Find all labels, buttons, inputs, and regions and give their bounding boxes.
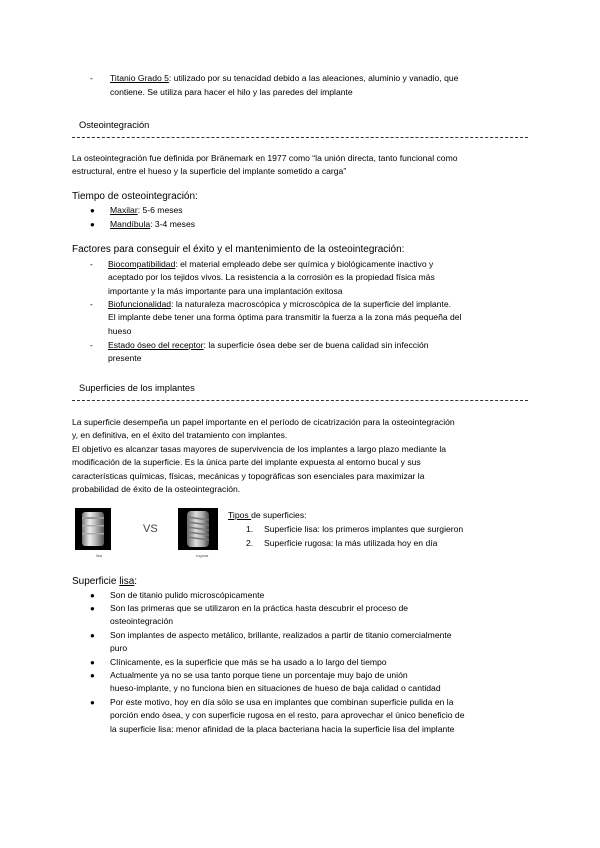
bullet-dot: ● bbox=[90, 220, 95, 229]
osteo-heading: Osteointegración bbox=[79, 120, 150, 130]
factores-title: Factores para conseguir el éxito y el mantenimiento de la osteointegración: bbox=[72, 244, 405, 255]
tipos-item: Superficie lisa: los primeros implantes que surgieron bbox=[264, 524, 464, 534]
titanio-term: Titanio Grado 5 bbox=[110, 73, 169, 83]
titanio-bullet: - bbox=[90, 73, 93, 83]
smooth-implant-image bbox=[75, 508, 111, 550]
factor-bullet: - bbox=[90, 259, 93, 269]
factor-bullet: - bbox=[90, 299, 93, 309]
bullet-dot: ● bbox=[90, 631, 95, 640]
tiempo-item: Maxilar: 5-6 meses bbox=[110, 205, 183, 215]
tiempo-title: Tiempo de osteointegración: bbox=[72, 191, 198, 202]
factor-item: Biofuncionalidad: la naturaleza macroscópica y microscópica de la superficie del implante. El implante debe tener una forma óptima para transmitir la fuerza a la zona más pequeña del hueso bbox=[108, 299, 462, 336]
bullet-dot: ● bbox=[90, 591, 95, 600]
tipos-item: Superficie rugosa: la más utilizada hoy en día bbox=[264, 538, 438, 548]
lisa-item: Son implantes de aspecto metálico, brillante, realizados a partir de titanio comercialmente puro bbox=[110, 630, 452, 654]
bullet-dot: ● bbox=[90, 658, 95, 667]
tipos-number: 1. bbox=[246, 524, 254, 534]
lisa-title: Superficie lisa: bbox=[72, 576, 138, 587]
titanio-line1: Titanio Grado 5: utilizado por su tenacidad debido a las aleaciones, aluminio y vanadio, que bbox=[110, 73, 459, 83]
superficies-heading: Superficies de los implantes bbox=[79, 383, 195, 393]
lisa-item: Por este motivo, hoy en día sólo se usa en implantes que combinan superficie pulida en la porción endo ósea, y con superficie rugosa en el resto, para aprovechar el único beneficio de la superficie lisa: menor afinidad de la placa bacteriana hacia la superficie lisa del implante bbox=[110, 697, 465, 734]
rough-implant-image bbox=[178, 508, 218, 550]
rough-implant-icon bbox=[178, 508, 218, 550]
superficies-divider bbox=[72, 400, 528, 401]
tiempo-item: Mandíbula: 3-4 meses bbox=[110, 219, 196, 229]
bullet-dot: ● bbox=[90, 604, 95, 613]
vs-text: VS bbox=[143, 523, 158, 535]
smooth-implant-icon bbox=[75, 508, 111, 550]
lisa-item: Son de titanio pulido microscópicamente bbox=[110, 590, 265, 600]
superficies-paragraph: La superficie desempeña un papel importante en el período de cicatrización para la osteointegración y, en definitiva, en el éxito del tratamiento con implantes. El objetivo es alcanzar tasas mayores de supervivencia de los implantes a largo plazo mediante la modificación de la superficie. Es la única parte del implante expuesta al entorno bucal y sus características químicas, físicas, mecánicas y topográficas son esenciales para maximizar la probabilidad de éxito de la osteointegración. bbox=[72, 417, 455, 495]
bullet-dot: ● bbox=[90, 206, 95, 215]
bullet-dot: ● bbox=[90, 698, 95, 707]
factor-bullet: - bbox=[90, 340, 93, 350]
osteo-definition-line2: estructural, entre el hueso y la superficie del implante sometido a carga” bbox=[72, 166, 347, 176]
lisa-item: Son las primeras que se utilizaron en la práctica hasta descubrir el proceso de osteointegración bbox=[110, 603, 409, 627]
lisa-item: Actualmente ya no se usa tanto porque tiene un porcentaje muy bajo de unión hueso-implante, y no funciona bien en situaciones de hueso de baja calidad o cantidad bbox=[110, 670, 441, 694]
osteo-definition-line1: La osteointegración fue definida por Bränemark en 1977 como “la unión directa, tanto funcional como bbox=[72, 153, 458, 163]
factor-item: Estado óseo del receptor: la superficie ósea debe ser de buena calidad sin infección presente bbox=[108, 340, 429, 364]
smooth-implant-label: lisa bbox=[96, 553, 103, 558]
titanio-line2: contiene. Se utiliza para hacer el hilo y las paredes del implante bbox=[110, 87, 353, 97]
factor-item: Biocompatibilidad: el material empleado debe ser química y biológicamente inactivo y aceptado por los tejidos vivos. La resistencia a la corrosión es la propiedad física más importante y la más importante para una implantación exitosa bbox=[108, 259, 435, 296]
rough-implant-label: rugosa bbox=[196, 553, 209, 558]
tipos-number: 2. bbox=[246, 538, 254, 548]
osteo-divider bbox=[72, 137, 528, 138]
bullet-dot: ● bbox=[90, 671, 95, 680]
tipos-title: Tipos de superficies: bbox=[228, 510, 307, 520]
lisa-item: Clínicamente, es la superficie que más se ha usado a lo largo del tiempo bbox=[110, 657, 387, 667]
